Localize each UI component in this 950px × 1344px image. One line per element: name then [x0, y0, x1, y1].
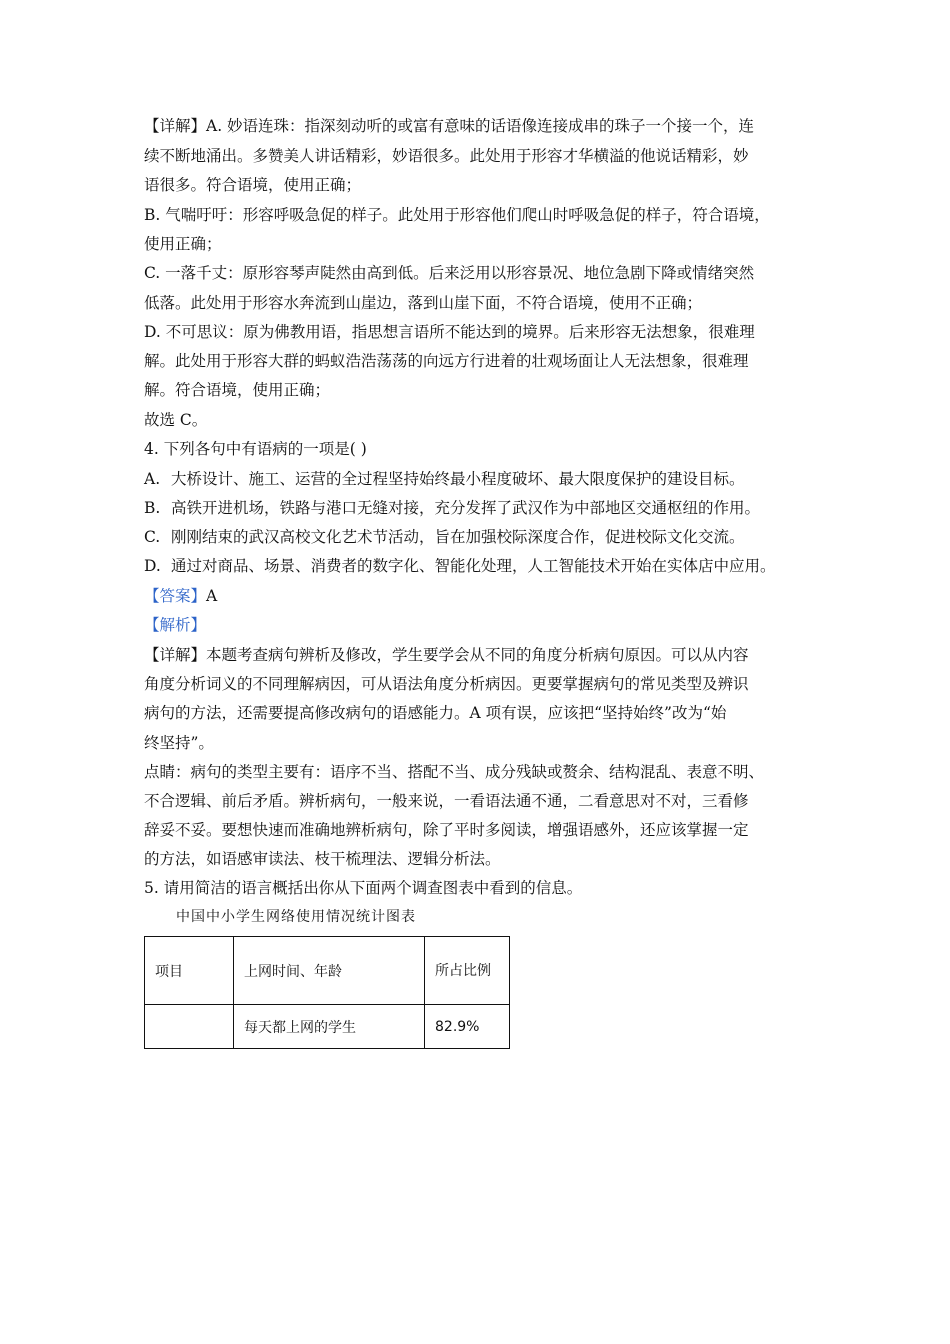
table-caption: 中国中小学生网络使用情况统计图表	[176, 909, 416, 925]
table-header-row	[145, 937, 510, 1005]
explanation-line: C. 一落千丈：原形容琴声陡然由高到低。后来泛用以形容景况、地位急剧下降或情绪突然	[144, 264, 755, 282]
option-text: 高铁开进机场，铁路与港口无缝对接，充分发挥了武汉作为中部地区交通枢纽的作用。	[171, 499, 761, 517]
option-letter: B.	[144, 499, 161, 517]
detail-line: 【详解】本题考查病句辨析及修改，学生要学会从不同的角度分析病句原因。可以从内容	[144, 646, 749, 664]
explanation-line: 解。符合语境，使用正确；	[144, 381, 331, 399]
explanation-line: B. 气喘吁吁：形容呼吸急促的样子。此处用于形容他们爬山时呼吸急促的样子，符合语境，	[144, 206, 770, 224]
detail-line: 终坚持”。	[144, 734, 214, 752]
explanation-line: D. 不可思议：原为佛教用语，指思想言语所不能达到的境界。后来形容无法想象，很难理	[144, 323, 755, 341]
question-5-stem: 5. 请用简洁的语言概括出你从下面两个调查图表中看到的信息。	[144, 879, 583, 897]
table-row	[145, 1005, 510, 1049]
answer-value: A	[206, 587, 218, 605]
option-a	[144, 469, 745, 489]
table-cell: 82.9%	[425, 1005, 510, 1049]
answer-tag: 【答案】	[144, 587, 207, 605]
explanation-line: 续不断地涌出。多赞美人讲话精彩，妙语很多。此处用于形容才华横溢的他说话精彩，妙	[144, 147, 749, 165]
detail-line: 病句的方法，还需要提高修改病句的语感能力。A 项有误，应该把“坚持始终”改为“始	[144, 704, 727, 722]
detail-line: 不合逻辑、前后矛盾。辨析病句，一般来说，一看语法通不通，二看意思对不对，三看修	[144, 792, 749, 810]
table-header-cell: 上网时间、年龄	[234, 937, 425, 1005]
table-cell	[145, 1005, 234, 1049]
detail-line: 的方法，如语感审读法、枝干梳理法、逻辑分析法。	[144, 850, 501, 868]
detail-line: 点睛：病句的类型主要有：语序不当、搭配不当、成分残缺或赘余、结构混乱、表意不明、	[144, 763, 765, 781]
answer-line	[144, 586, 217, 606]
option-text: 大桥设计、施工、运营的全过程坚持始终最小程度破坏、最大限度保护的建设目标。	[171, 470, 745, 488]
option-letter: C.	[144, 528, 161, 546]
table-header-cell: 项目	[145, 937, 234, 1005]
question-4-stem: 4. 下列各句中有语病的一项是( )	[144, 440, 367, 458]
statistics-table	[144, 936, 510, 1049]
explanation-line: 使用正确；	[144, 235, 222, 253]
table-cell: 每天都上网的学生	[234, 1005, 425, 1049]
explanation-line: 低落。此处用于形容水奔流到山崖边，落到山崖下面，不符合语境，使用不正确；	[144, 294, 703, 312]
detail-line: 角度分析词义的不同理解病因，可从语法角度分析病因。更要掌握病句的常见类型及辨识	[144, 675, 749, 693]
option-b	[144, 498, 760, 518]
analysis-tag: 【解析】	[144, 616, 207, 634]
option-text: 通过对商品、场景、消费者的数字化、智能化处理，人工智能技术开始在实体店中应用。	[171, 557, 776, 575]
explanation-line: 语很多。符合语境，使用正确；	[144, 176, 362, 194]
option-c	[144, 527, 745, 547]
explanation-line: 【详解】A. 妙语连珠：指深刻动听的或富有意味的话语像连接成串的珠子一个接一个，连	[144, 117, 755, 135]
analysis-line	[144, 615, 206, 635]
option-d	[144, 556, 776, 576]
detail-line: 辞妥不妥。要想快速而准确地辨析病句，除了平时多阅读，增强语感外，还应该掌握一定	[144, 821, 749, 839]
explanation-line: 故选 C。	[144, 411, 208, 429]
explanation-line: 解。此处用于形容大群的蚂蚁浩浩荡荡的向远方行进着的壮观场面让人无法想象，很难理	[144, 352, 749, 370]
option-letter: D.	[144, 557, 161, 575]
table-header-cell: 所占比例	[425, 937, 510, 1005]
option-text: 刚刚结束的武汉高校文化艺术节活动，旨在加强校际深度合作，促进校际文化交流。	[171, 528, 745, 546]
option-letter: A.	[144, 470, 161, 488]
